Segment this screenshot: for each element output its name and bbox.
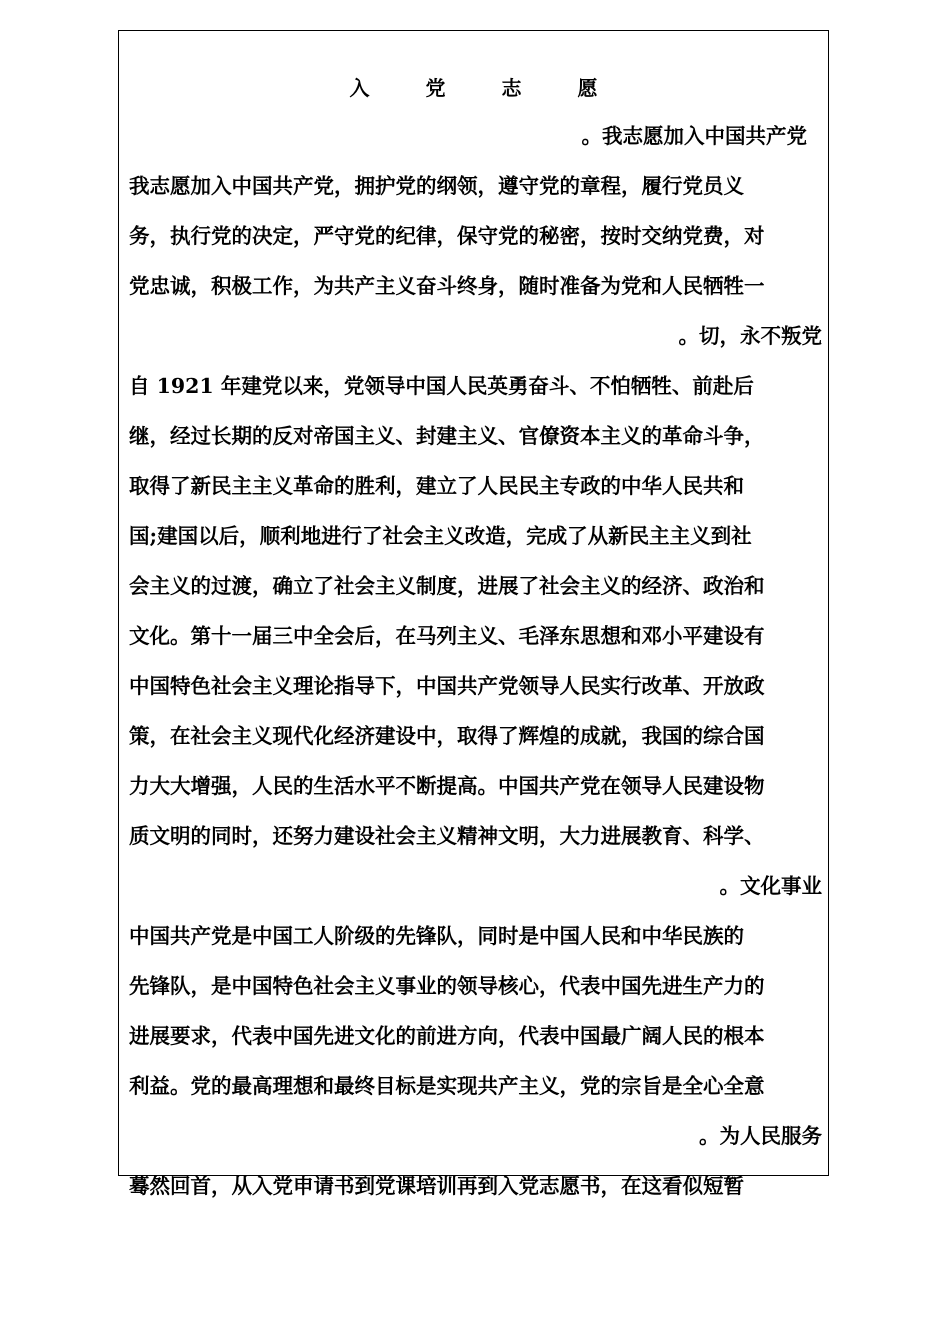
title-char: 愿 xyxy=(577,76,598,100)
text-line: 国;建国以后，顺利地进行了社会主义改造，完成了从新民主主义到社 xyxy=(129,524,752,548)
text-line: 自 1921 年建党以来，党领导中国人民英勇奋斗、不怕牺牲、前赴后 xyxy=(129,374,754,398)
text-line: 蓦然回首，从入党申请书到党课培训再到入党志愿书，在这看似短暂 xyxy=(129,1174,744,1198)
text-line: 。文化事业 xyxy=(719,874,822,898)
text-line: 利益。党的最高理想和最终目标是实现共产主义，党的宗旨是全心全意 xyxy=(129,1074,765,1098)
text-line: 先锋队，是中国特色社会主义事业的领导核心，代表中国先进生产力的 xyxy=(129,974,765,998)
application-form-box xyxy=(118,30,829,1198)
title-char: 入 xyxy=(349,76,370,100)
text-line: 。切，永不叛党 xyxy=(678,324,822,348)
text-line: 继，经过长期的反对帝国主义、封建主义、官僚资本主义的革命斗争， xyxy=(129,424,765,448)
text-line: 中国特色社会主义理论指导下，中国共产党领导人民实行改革、开放政 xyxy=(129,674,765,698)
title-char: 党 xyxy=(425,76,446,100)
text-line: 中国共产党是中国工人阶级的先锋队，同时是中国人民和中华民族的 xyxy=(129,924,744,948)
text-line: 力大大增强，人民的生活水平不断提高。中国共产党在领导人民建设物 xyxy=(129,774,765,798)
text-line: 策，在社会主义现代化经济建设中，取得了辉煌的成就，我国的综合国 xyxy=(129,724,765,748)
text-line: 文化。第十一届三中全会后，在马列主义、毛泽东思想和邓小平建设有 xyxy=(129,624,765,648)
title-char: 志 xyxy=(501,76,522,100)
document-body xyxy=(129,111,822,1211)
text-line: 党忠诚，积极工作，为共产主义奋斗终身，随时准备为党和人民牺牲一 xyxy=(129,274,765,298)
text-line: 会主义的过渡，确立了社会主义制度，进展了社会主义的经济、政治和 xyxy=(129,574,765,598)
text-line: 务，执行党的决定，严守党的纪律，保守党的秘密，按时交纳党费，对 xyxy=(129,224,765,248)
document-title xyxy=(119,74,828,102)
text-line: 质文明的同时，还努力建设社会主义精神文明，大力进展教育、科学、 xyxy=(129,824,765,848)
text-line: 。我志愿加入中国共产党 xyxy=(581,124,807,148)
text-line: 进展要求，代表中国先进文化的前进方向，代表中国最广阔人民的根本 xyxy=(129,1024,765,1048)
text-line: 我志愿加入中国共产党，拥护党的纲领，遵守党的章程，履行党员义 xyxy=(129,174,744,198)
text-line: 。为人民服务 xyxy=(699,1124,822,1148)
text-line: 取得了新民主主义革命的胜利，建立了人民民主专政的中华人民共和 xyxy=(129,474,744,498)
